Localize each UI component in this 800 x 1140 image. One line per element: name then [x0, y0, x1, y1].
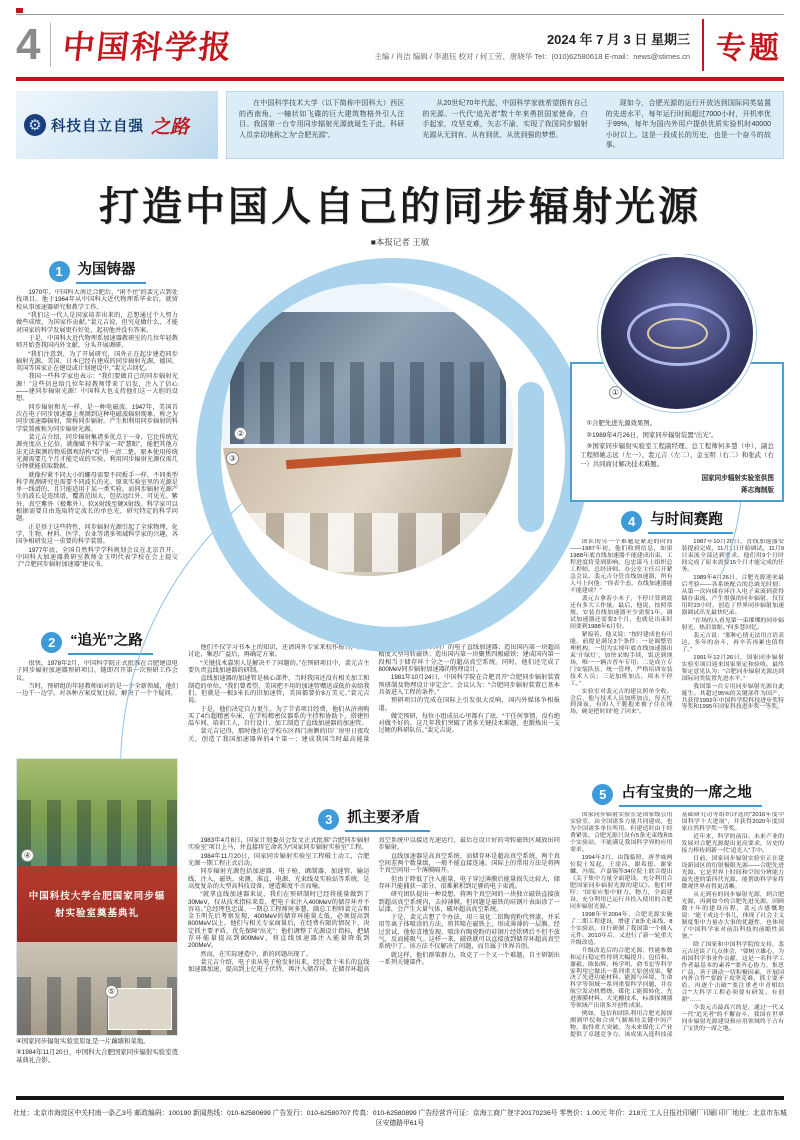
section-4-header — [570, 508, 784, 534]
paragraph: 紧接着，他又说：“按时建成也有可能，前提是满足3个条件：一是调整管理机构，一切为实现年底直线加速器出束‘开绿灯’，加快采购手续，饭送到现场，唯一一辆吉普车专用；二是成立专门安装队伍，统一管理，严格培训安装技术人员；三是加班加点，周末不停工。” — [570, 631, 673, 687]
group-photo-inset — [108, 988, 172, 1030]
section-2-title: “追光”之路 — [68, 629, 153, 655]
photo-caption: ⑤1984年11月20日，中国科大合肥国家同步辐射实验室奠基典礼合影。 — [16, 1048, 178, 1065]
paragraph: 团队的另一个难题是紧迫的时间——1987年初，他们收到信息，如果1988年底直线加速器不能建成出束，工程进度将受到影响。包忠谋马上组织总工程师、总经济师、办公室主任召开紧急会议。裴元吉分管直线加速器，所有人马上问他：“你表个态，直线加速器能不能建成？” — [570, 539, 673, 594]
paragraph: 做完预研，每位小组成员心里都有了底。“干任何事情，没有绝对做不好的。这几年我们突破了诸多关键技术难题，也锻炼出一支过硬的科研队伍。”裴元吉说。 — [378, 712, 560, 735]
series-suffix: 之路 — [151, 115, 190, 138]
gear-icon: ⚙ — [24, 114, 46, 136]
section-5-number-badge: 5 — [592, 784, 613, 805]
photo-caption: ④国家同步辐射实验室原址是一片藕塘和菜地。 — [16, 1038, 150, 1045]
photo-4-badge: ④ — [21, 849, 34, 862]
intro-text-box — [226, 91, 784, 159]
paragraph: 从无到有的同步辐射光源，到合肥光源，再到如今的合肥先进光源，回顾数十年的建设历程，裴元吉感慨地说：“能干成这个事儿，体现了社会主义制度集中力量办大事的优越性，也体现了中国科学家对前沿科技的前瞻性部署。” — [681, 891, 784, 940]
paragraph: 直线加速器是高真空系统，而储存环是超高真空系统，两个真空间差两个数量级，一般不能直接连通。国际上的常用方法是将两个真空间用一个薄膜隔开。 — [378, 852, 560, 875]
section-1-text — [16, 289, 178, 625]
staff-line: 主编 / 肖洁 编辑 / 李惠钰 校对 / 何工劳、唐晓华 Tel：(010)62580618 E-mail：news@stimes.cn — [374, 51, 690, 61]
paragraph: 就像拧紧不同大小的螺母需要不同扳手一样，不同类型科学观测研究也需要不同波长的光。原来实验室里的光源是单一线谱的，且只能适用于某一类实验。而同步辐射光源产生的波长是连续谱，覆盖范围大，包括远红外、可见光、紫外、真空紫外（极紫外）、软X射线至硬X射线。科学家可以根据需要自由选取特定波长的单色光，研究特定的科学问题。 — [16, 471, 178, 523]
paragraph: 目前，国家同步辐射实验室正在建设新园区的衍射极限光源——合肥先进光源。它是世界上时间和空间分辨能力最先进的第四代光源，能帮助科学家将微观世界看得更清晰。 — [681, 856, 784, 890]
paragraph: 我国第一台专用同步辐射光源自此诞生。其超过95%的关键部件为国产，共获得1992年中国科学院科技进步奖特等奖和1995年国家科技进步奖一等奖。 — [681, 683, 784, 711]
photo-detail — [647, 318, 709, 349]
paragraph: 1977年底，全国自然科学学科规划会议在北京召开。中国科大加速器教研室教师金玉明代表学校在会上提交了“合肥同步辐射加速器”建议书。 — [16, 546, 178, 569]
paragraph: 裴元吉说：“那种心情无法用言语表达。多年的奋斗，再辛苦再累也值得了。” — [681, 632, 784, 653]
paragraph: 1991年12月26日，国家同步辐射实验室项目迎来国家鉴定和验收。最终鉴定意见认为：“合肥同步辐射光源达到国际同类装置先进水平。” — [681, 654, 784, 682]
section-2-header — [16, 629, 178, 655]
photo-texture — [230, 362, 506, 444]
paragraph: 近年来，科学的前沿、未来产业的发展对合肥光源提出更高要求，历史的接力棒传到新一代“追光人”手中。 — [681, 834, 784, 855]
section-1-header — [16, 258, 178, 284]
photo-caption: ②1989年4月26日，国家同步辐射装置“出光”。 — [586, 431, 718, 439]
ceremony-crowd-photo — [17, 942, 177, 1035]
photo-detail — [286, 448, 461, 469]
paragraph: 1994年2月，由钱临照、唐孝威两位院士发起，王淦昌、谢希德、谢家麟、冯端、卢嘉锡等34位院士联合提出《关于集中力量全面建设、充分利用合肥国家同步辐射光源的建议》。他们呼吁：“国家应集中财力、物力，全面建设、充分利用已运行并投入使用的合肥同步辐射光源。” — [570, 855, 673, 910]
paragraph: “在场的人看见第一束璀璨的同步辐射光，热泪盈眶。”何多慧回忆。 — [681, 617, 784, 631]
paragraph: 升级改造后的合肥光源，性能参数和运行稳定性得到大幅提升。包信和、谢毅、陈仙辉、杨学明、俞书宏等科学家利用它做出一系列重大原创成果，解决了先进功能材料、能源与环境、生命科学等领域一系列重要科学问题，并在航空发动机燃烧、煤化工能源转化、先进薄膜材料、大光栅技术、标准探测器等领域产出诸多开创性成果。 — [570, 947, 673, 1010]
paragraph: 同步辐射光源包括加速器、电子枪、调制器、加速管、输运线、注入、磁铁、束测、准直、电源、光束线及实验站等系统，是高度复杂的大型高科技设备，建造难度不言而喻。 — [188, 868, 370, 890]
paragraph: 研究团队提出一种设想，将两个真空间的一块独立磁铁直接放到超高真空系统内，去掉薄膜。但问题是磁铁的硅钢片表面涂了一层漆，会产生大量气体，破坏超高真空系统。 — [378, 891, 560, 913]
section-4-number-badge: 4 — [621, 511, 642, 532]
sign-text-line2: 射实验室奠基典礼 — [54, 908, 139, 920]
right-photo-block — [570, 254, 784, 502]
groundbreaking-sign-photo — [17, 866, 177, 942]
center-column — [188, 254, 560, 1090]
section-5-text — [570, 812, 784, 1064]
page-number: 4 — [16, 23, 51, 67]
fold-mark — [16, 8, 23, 13]
section-3-header — [188, 806, 560, 832]
paragraph: 我国一些科学家也表示：“我们要做自己的同步辐射光源！”这些信息给几位年轻教师带来了启发，注入了信心——建同步辐射光源！中国科大也支持他们这一大胆的设想。 — [16, 373, 178, 403]
section-3-number-badge: 3 — [318, 809, 339, 830]
photo-caption: ③国家同步辐射实验室工程副经理、总工程师何多慧（中），副总工程师姚志远（左一）、裴元吉（左二）、金玉明（右二）和张武（右一）共同商讨解决技术难题。 — [580, 443, 774, 468]
paragraph: 裴元吉记得，那时他们在学校东区西门南侧的旧厂房里日夜攻关，创造了我国加速器界的4个第一：建成我国当时最高能量30MeV（百万电子伏特）的电子直线加速器；造出国内第一块超高精度大型弯转磁铁；造出国内第一块聚焦四极磁铁；建成国内第一段相当于储存环十分之一的超高真空系统。同时，他们还完成了800MeV同步辐射加速器的物理设计。 — [188, 644, 560, 743]
bottom-photo-captions — [16, 1038, 178, 1066]
paragraph: 裴元吉介绍，电子束从电子枪发射出来，经过数十米长的直线加速器加速，提高到上亿电子伏特，再注入储存环，在储存环超高真空系统中以接近光速运行，最后在设计好的弯转磁铁区域放出同步辐射。 — [188, 837, 560, 974]
left-column — [16, 254, 178, 1090]
first-light-celebration-photo — [230, 312, 506, 444]
paragraph: 预研项目的完成在国际上引发很大反响，国内外媒体争相报道。 — [378, 697, 560, 712]
intro-strip — [16, 91, 784, 159]
paragraph: 他们不仅学习书本上的知识，还请国外专家来校作报告，反复讨论，集思广益后，再确定方案。 — [188, 644, 370, 659]
paragraph: 1970年，中国科大南迁合肥后，“闲不住”的裴元吉到处找项目。他于1964年从中国科大近代物理系毕业后，就留校从事加速器研究和教学工作。 — [16, 289, 178, 311]
photo-1-badge: ① — [609, 386, 622, 399]
article-body — [16, 254, 784, 1090]
paragraph: 国家同步辐射实验室是国家级公用实验室，由全国诸多力量共同建成，也为全国诸多单位所用。但建造时由于经费紧张，合肥光源只设有5条光束线和5个实验站，不能满足我国科学界的应用需求。 — [570, 812, 673, 854]
masthead-info — [374, 29, 702, 62]
section-3-title: 抓主要矛盾 — [345, 806, 430, 832]
right-column — [570, 254, 784, 1090]
photo-credit: 国家同步辐射实验室供图 — [701, 475, 774, 483]
original-site-photo — [17, 759, 177, 866]
paragraph: 1983年4月8日，国家计划委员会发文正式批准“合肥同步辐射实验室”项目上马，并直接将它命名为“国家同步辐射实验室”工程。 — [188, 837, 370, 852]
paragraph: 1987年10月20日，直线加速器安装提前完成，11月1日开始调试，11月9日束流全部达到要求。他们用9个月时间完成了原本需要15个月才能完成的任务。 — [681, 539, 784, 574]
intro-paragraph: 从20世纪70年代起，中国科学家就希望拥有自己的光源。一代代“追光者”数十年来勇担国家使命，白手起家，攻坚克难，矢志不渝，实现了我国同步辐射光源从无到有、从有到优、从优到强的梦想。 — [422, 100, 588, 139]
paragraph: 1989年4月26日，合肥光源迎来最后考验——各系统配合的总调光时刻：从第一次向储存环注入电子束流到获得储存束流、产生很强的同步辐射，仅仅用时23小时，创造了世界同步辐射加速器调试出光最快纪录。 — [681, 575, 784, 616]
section-4-title: 与时间赛跑 — [648, 508, 733, 534]
section-2-number-badge: 2 — [41, 632, 62, 653]
paragraph: 于是，中国科大近代物理系加速器教研室的几位年轻教师开始查我国内外文献，分头开展调研。 — [16, 334, 178, 350]
paragraph: 当时，预研组的年轻教师面对的是一个全新领域，他们一边干一边学，对各种方案反复比较，解决了一个个疑问。 — [16, 682, 178, 698]
section-2-text — [188, 644, 560, 802]
engineers-discussion-photo — [222, 448, 514, 576]
advanced-light-source-rendering-photo — [598, 254, 756, 412]
paragraph: 1984年11月20日，国家同步辐射实验室工程破土动工，合肥光源一期工程正式启动。 — [188, 852, 370, 867]
paper-logo: 中国科学报 — [61, 28, 236, 66]
paragraph: 实验室对裴元吉的建议照单全收。会后，他与技术人员加班加点，每天忙到深夜，有的人干脆抱来被子住在现场，硬是把时间“抢了回来”。 — [570, 688, 673, 716]
layout-credit: 蒋志海制版 — [741, 487, 774, 495]
photo-texture — [17, 800, 177, 866]
issue-date: 2024 年 7 月 3 日 星期三 — [546, 31, 690, 47]
paragraph: 于是，裴元吉想了个办法，用三氧化二铝陶瓷粉代替漆，并采用等离子体喷涂的方法，将其喷在磁铁上，形成薄薄的一层膜。经过尝试，他惊喜地发现，喷涂有陶瓷粉的硅钢片经烘烤后不但不放气，反而能吸气。这样一来，磁铁就可以直接放到储存环超高真空系统中了。该方法不仅解决了问题，而且属于世界首创。 — [378, 914, 560, 951]
section-1-number-badge: 1 — [49, 261, 70, 282]
photo-caption: ①合肥先进光源效果图。 — [586, 420, 657, 427]
photo-5-badge: ⑤ — [105, 985, 118, 998]
blue-swirl-tail — [518, 382, 544, 532]
paragraph: 同步辐射和光一样，是一种电磁波。1947年，美国首次在电子同步加速器上观测到这种电磁波辐射现象，称之为同步加速器辐射，简称同步辐射。产生和利用同步辐射的科学装置被称为同步辐射光源。 — [16, 403, 178, 433]
photo-2-badge: ② — [234, 427, 247, 440]
paragraph: “我们这一代人是国家培养出来的，总想通过个人努力做些成绩，为国家作贡献。”裴元吉说，但究竟做什么，才能对国家的科学发展更有好处，起初他并没有答案。 — [16, 311, 178, 334]
paragraph: 1981年10月24日，中国科学院在合肥召开“合肥同步辐射装置预研制及物理设计审定会”。会议认为：“合肥同步辐射装置已基本具备进入工程的条件。” — [378, 674, 560, 696]
paragraph: 但由于降低了注入能量，电子穿过薄膜后能量损失比较大，储存环只能捕获一部分，很难累积到足够的电子束流。 — [378, 875, 560, 890]
paragraph: 就这样，他们群策群力，攻克了一个又一个难题，自主研制出一系列关键部件。 — [378, 951, 560, 966]
section-5-header — [570, 781, 784, 807]
paragraph: 正是基于这些特性，同步辐射光源引起了全球物理、化学、生物、材料、医学、农业等诸多领域科学家的兴趣，各国争相研发这一重要的科学装置。 — [16, 523, 178, 546]
series-title: 科技自立自强 — [51, 118, 144, 135]
byline: ■本报记者 王敏 — [370, 237, 430, 247]
paragraph: “关键技术靠别人是解决不了问题的。”在预研项目中，裴元吉主要负责直线加速器的研制。 — [188, 659, 370, 674]
section-5-title: 占有宝贵的一席之地 — [619, 781, 762, 807]
photo-montage — [188, 254, 560, 644]
paragraph: 例如，包信和团队利用合肥光源探测到甲烷和合成气制烯烃关键中间产物，取得重大突破，为未来煤化工产业提供了卓越竞争力。该成果入选科技部基础研究司等组织评选的“2016年度中国科学十大进展”，并获得2020年度国家自然科学奖一等奖。 — [570, 812, 784, 1039]
montage-clip — [222, 284, 514, 576]
section-1-title: 为国铸器 — [76, 258, 146, 284]
paragraph: 令裴元吉最高兴的是，通过一代又一代“追光者”的不懈奋斗，我国在世界同步辐射光源建设和应用领域终于占有了宝贵的一席之地。 — [681, 1005, 784, 1033]
article-headline: 打造中国人自己的同步辐射光源 — [99, 185, 701, 229]
series-banner — [16, 91, 218, 159]
photo-texture — [240, 513, 497, 572]
paragraph: 裴元吉介绍，同步辐射集诸多优点于一身。它比传统光源亮度高上亿倍，就像赋予科学家一双“慧眼”，能把其他方法无法探测的物质微观结构“看”得一清二楚。原本使用传统光源需要几个月才能完成的实验，利用同步辐射光源仅需几分钟就能获取数据。 — [16, 433, 178, 471]
paragraph: 除了国家和中国科学院的支持，裴元吉还谈了几点体会，“要树立雄心，为祖国科学事业作贡献，这是一名科学工作者最基本的素养”“要齐心协力、集思广益，善于调动一切积极因素，开展国内外合作”“要敢于攻坚克难，抓主要矛盾，再逐个击破”“要注重老中青相结合”“大科学工程必须要有研发、有创新”…… — [681, 941, 784, 1004]
masthead — [0, 15, 800, 77]
footer-info: 社址：北京市海淀区中关村南一条乙3号 邮政编码：100190 新闻热线：010-62580699 广告发行：010-62580707 传真：010-62580899 广告经营许可证：京海工商广登字20170236号 零售价：1.00元 年价：218元 工人日报社印刷厂印刷 印厂地址：北京市东城区安德路甲61号 — [13, 1110, 787, 1127]
paragraph: 然而，在实际建造中，新的问题出现了。 — [200, 950, 312, 958]
section-2-lead-text — [16, 660, 178, 754]
masthead-rule — [16, 77, 784, 81]
paragraph: “我们注意到，为了开展研究，国外正在起步建造同步辐射光源。美国、日本已经有建成的同步辐射光源，德国、英国等国家正在建设或计划建设中。”裴元吉回忆。 — [16, 350, 178, 373]
paragraph: 直线加速器的加速管是核心部件，当时我国还没有相关加工和制造的单位。“我们曾希望，美国把不用的加速管赠送或低价卖给我们。但就是一根3米长的旧加速管，美国都要价8万美元。”裴元吉说。 — [188, 675, 370, 705]
paragraph: “就拿直线加速器来说，我们在预研制时已经将能量做到了30MeV，仅从技术指标来看，把电子束注入400MeV的储存环并不容易。”总经理包忠谋、一期总工程师何多慧、副总工程师裴元吉和金玉明先后考察发现，400MeV的储存环能量太低，必须提高到800MeV以上。他们与相关专家商量后，在经费有限的情况下，决定抓主要矛盾，优先保障“出光”：他们调整了光源设计指标，把储存环能量提高到800MeV，将直线加速器注入能量降低到200MeV。 — [188, 891, 370, 950]
intro-paragraph: 现如今，合肥光源的运行开放达到国际同类装置的先进水平，每年运行时间超过7000小时，开机率优于99%，每年为国内外用户提供优质实验机时40000小时以上。这是一段成长的历史，也是一个奋斗的故事。 — [605, 100, 771, 149]
intro-paragraph: 在中国科学技术大学（以下简称中国科大）西区的西南角，一幢状如飞碟的巨大建筑物格外引人注目。我国第一台专用同步辐射光源就诞生于此，科研人员亲切地称之为“合肥光源”。 — [239, 100, 405, 139]
paragraph: 1998年至2004年，合肥光源实施了二期工程建设，增建了8条光束线、8个实验站，自行研制了我国第一个插入元件。2010年后，又进行了新一轮重大升级改造。 — [570, 911, 673, 946]
paragraph: 很快，1978年2月，中国科学院正式批准在合肥建设电子同步辐射加速器预研项目，随即召开第一次预研工作会议。 — [16, 660, 178, 682]
footer-rule — [16, 1096, 784, 1100]
section-name: 专题 — [702, 19, 784, 71]
caption-list — [580, 420, 774, 469]
section-4-text — [570, 539, 784, 777]
site-photo-stack — [16, 758, 178, 1036]
section-3-text — [188, 837, 560, 1075]
paragraph: 裴元吉拿着小本子，不停计算到底还有多大工作量。最后，他说，按照常规，安装直线加速器至少需要1年，调试加速器还需要3个月，也就是出束时间要到1988年6月份。 — [570, 595, 673, 630]
photo-3-badge: ③ — [226, 452, 239, 465]
paragraph: 于是，他们决定自力更生。为了节省项目经费，他们从济南购买了4台超精密车床，在学校精密仪器系的主持和协助下，搭建恒温车间、培训工人，自行设计、加工制造了直线加速器的加速管。 — [188, 705, 370, 728]
sign-text-line1: 中国科技大学合肥国家同步辐 — [28, 891, 166, 903]
